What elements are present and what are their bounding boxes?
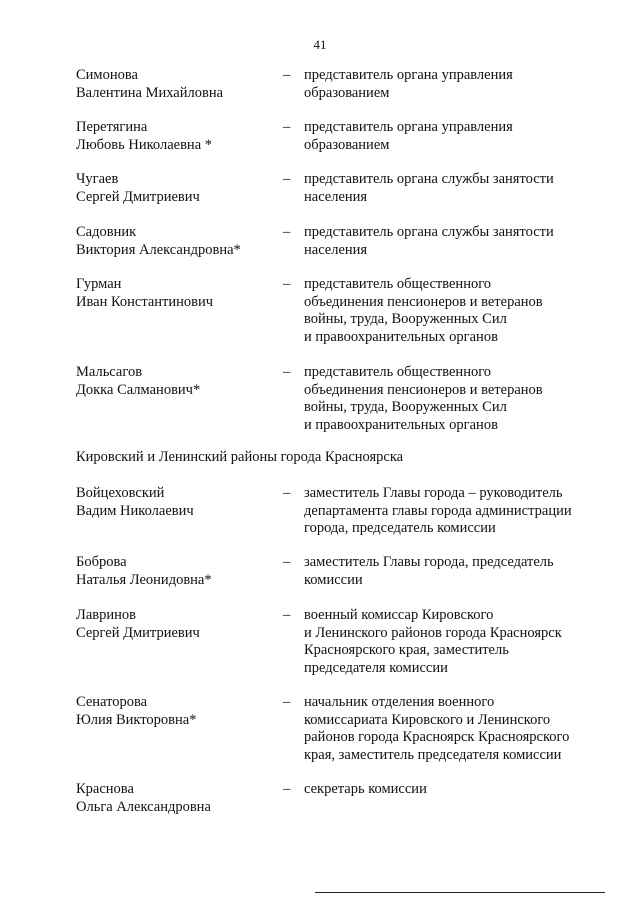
role-line: комиссии bbox=[304, 571, 363, 588]
role-line: войны, труда, Вооруженных Сил bbox=[304, 399, 507, 416]
member-surname: Перетягина bbox=[76, 119, 148, 135]
member-role bbox=[304, 119, 596, 154]
member-surname: Лавринов bbox=[76, 607, 136, 623]
dash-separator: – bbox=[283, 364, 291, 380]
member-role bbox=[304, 607, 596, 677]
member-surname: Мальсагов bbox=[76, 364, 143, 380]
member-surname: Сенаторова bbox=[76, 694, 148, 710]
role-line: населения bbox=[304, 188, 368, 205]
member-name bbox=[76, 67, 281, 102]
role-line: и правоохранительных органов bbox=[304, 416, 498, 433]
member-surname: Чугаев bbox=[76, 171, 119, 187]
member-given-names: Виктория Александровна* bbox=[76, 241, 241, 258]
role-line: районов города Красноярск Красноярского bbox=[304, 729, 570, 746]
role-line: образованием bbox=[304, 84, 390, 101]
dash-separator: – bbox=[283, 276, 291, 292]
role-line: края, заместитель председателя комиссии bbox=[304, 746, 562, 763]
member-role bbox=[304, 276, 596, 346]
member-given-names: Юлия Викторовна* bbox=[76, 711, 197, 728]
member-name bbox=[76, 485, 281, 520]
role-line: председателя комиссии bbox=[304, 659, 448, 676]
member-role bbox=[304, 694, 596, 764]
member-name bbox=[76, 224, 281, 259]
role-line: образованием bbox=[304, 136, 390, 153]
member-given-names: Наталья Леонидовна* bbox=[76, 571, 212, 588]
role-line: и Ленинского районов города Красноярск bbox=[304, 624, 562, 641]
dash-separator: – bbox=[283, 554, 291, 570]
role-line: представитель органа службы занятости bbox=[304, 171, 554, 187]
member-surname: Боброва bbox=[76, 554, 127, 570]
role-line: Красноярского края, заместитель bbox=[304, 642, 509, 659]
member-surname: Краснова bbox=[76, 781, 134, 797]
member-given-names: Ольга Александровна bbox=[76, 798, 211, 815]
role-line: представитель общественного bbox=[304, 364, 492, 380]
member-given-names: Любовь Николаевна * bbox=[76, 136, 213, 153]
member-surname: Войцеховский bbox=[76, 485, 165, 501]
member-name bbox=[76, 607, 281, 642]
page-number: 41 bbox=[313, 37, 327, 52]
role-line: города, председатель комиссии bbox=[304, 520, 496, 537]
member-role bbox=[304, 485, 596, 538]
dash-separator: – bbox=[283, 67, 291, 83]
member-name bbox=[76, 119, 281, 154]
dash-separator: – bbox=[283, 171, 291, 187]
member-role bbox=[304, 554, 596, 589]
member-role bbox=[304, 171, 596, 206]
role-line: населения bbox=[304, 241, 368, 258]
member-name bbox=[76, 364, 281, 399]
member-name bbox=[76, 554, 281, 589]
member-surname: Гурман bbox=[76, 276, 122, 292]
role-line: представитель органа управления bbox=[304, 67, 513, 83]
footer-rule bbox=[315, 892, 605, 893]
role-line: представитель органа службы занятости bbox=[304, 224, 554, 240]
member-given-names: Сергей Дмитриевич bbox=[76, 188, 200, 205]
member-given-names: Иван Константинович bbox=[76, 293, 214, 310]
member-name bbox=[76, 781, 281, 816]
member-role bbox=[304, 364, 596, 434]
member-name bbox=[76, 276, 281, 311]
member-given-names: Сергей Дмитриевич bbox=[76, 624, 200, 641]
dash-separator: – bbox=[283, 781, 291, 797]
member-role bbox=[304, 781, 596, 799]
section-heading: Кировский и Ленинский районы города Красноярска bbox=[76, 449, 404, 465]
dash-separator: – bbox=[283, 694, 291, 710]
member-given-names: Вадим Николаевич bbox=[76, 502, 194, 519]
role-line: секретарь комиссии bbox=[304, 781, 427, 797]
role-line: представитель общественного bbox=[304, 276, 492, 292]
dash-separator: – bbox=[283, 224, 291, 240]
role-line: заместитель Главы города, председатель bbox=[304, 554, 554, 570]
role-line: заместитель Главы города – руководитель bbox=[304, 485, 563, 501]
member-given-names: Валентина Михайловна bbox=[76, 84, 224, 101]
role-line: начальник отделения военного bbox=[304, 694, 495, 710]
role-line: войны, труда, Вооруженных Сил bbox=[304, 311, 507, 328]
role-line: военный комиссар Кировского bbox=[304, 607, 494, 623]
role-line: комиссариата Кировского и Ленинского bbox=[304, 711, 551, 728]
member-role bbox=[304, 224, 596, 259]
dash-separator: – bbox=[283, 485, 291, 501]
role-line: объединения пенсионеров и ветеранов bbox=[304, 293, 543, 310]
member-name bbox=[76, 171, 281, 206]
role-line: объединения пенсионеров и ветеранов bbox=[304, 381, 543, 398]
member-role bbox=[304, 67, 596, 102]
member-surname: Садовник bbox=[76, 224, 137, 240]
role-line: и правоохранительных органов bbox=[304, 328, 498, 345]
dash-separator: – bbox=[283, 607, 291, 623]
member-surname: Симонова bbox=[76, 67, 138, 83]
role-line: представитель органа управления bbox=[304, 119, 513, 135]
role-line: департамента главы города администрации bbox=[304, 502, 572, 519]
member-name bbox=[76, 694, 281, 729]
dash-separator: – bbox=[283, 119, 291, 135]
member-given-names: Докка Салманович* bbox=[76, 381, 201, 398]
